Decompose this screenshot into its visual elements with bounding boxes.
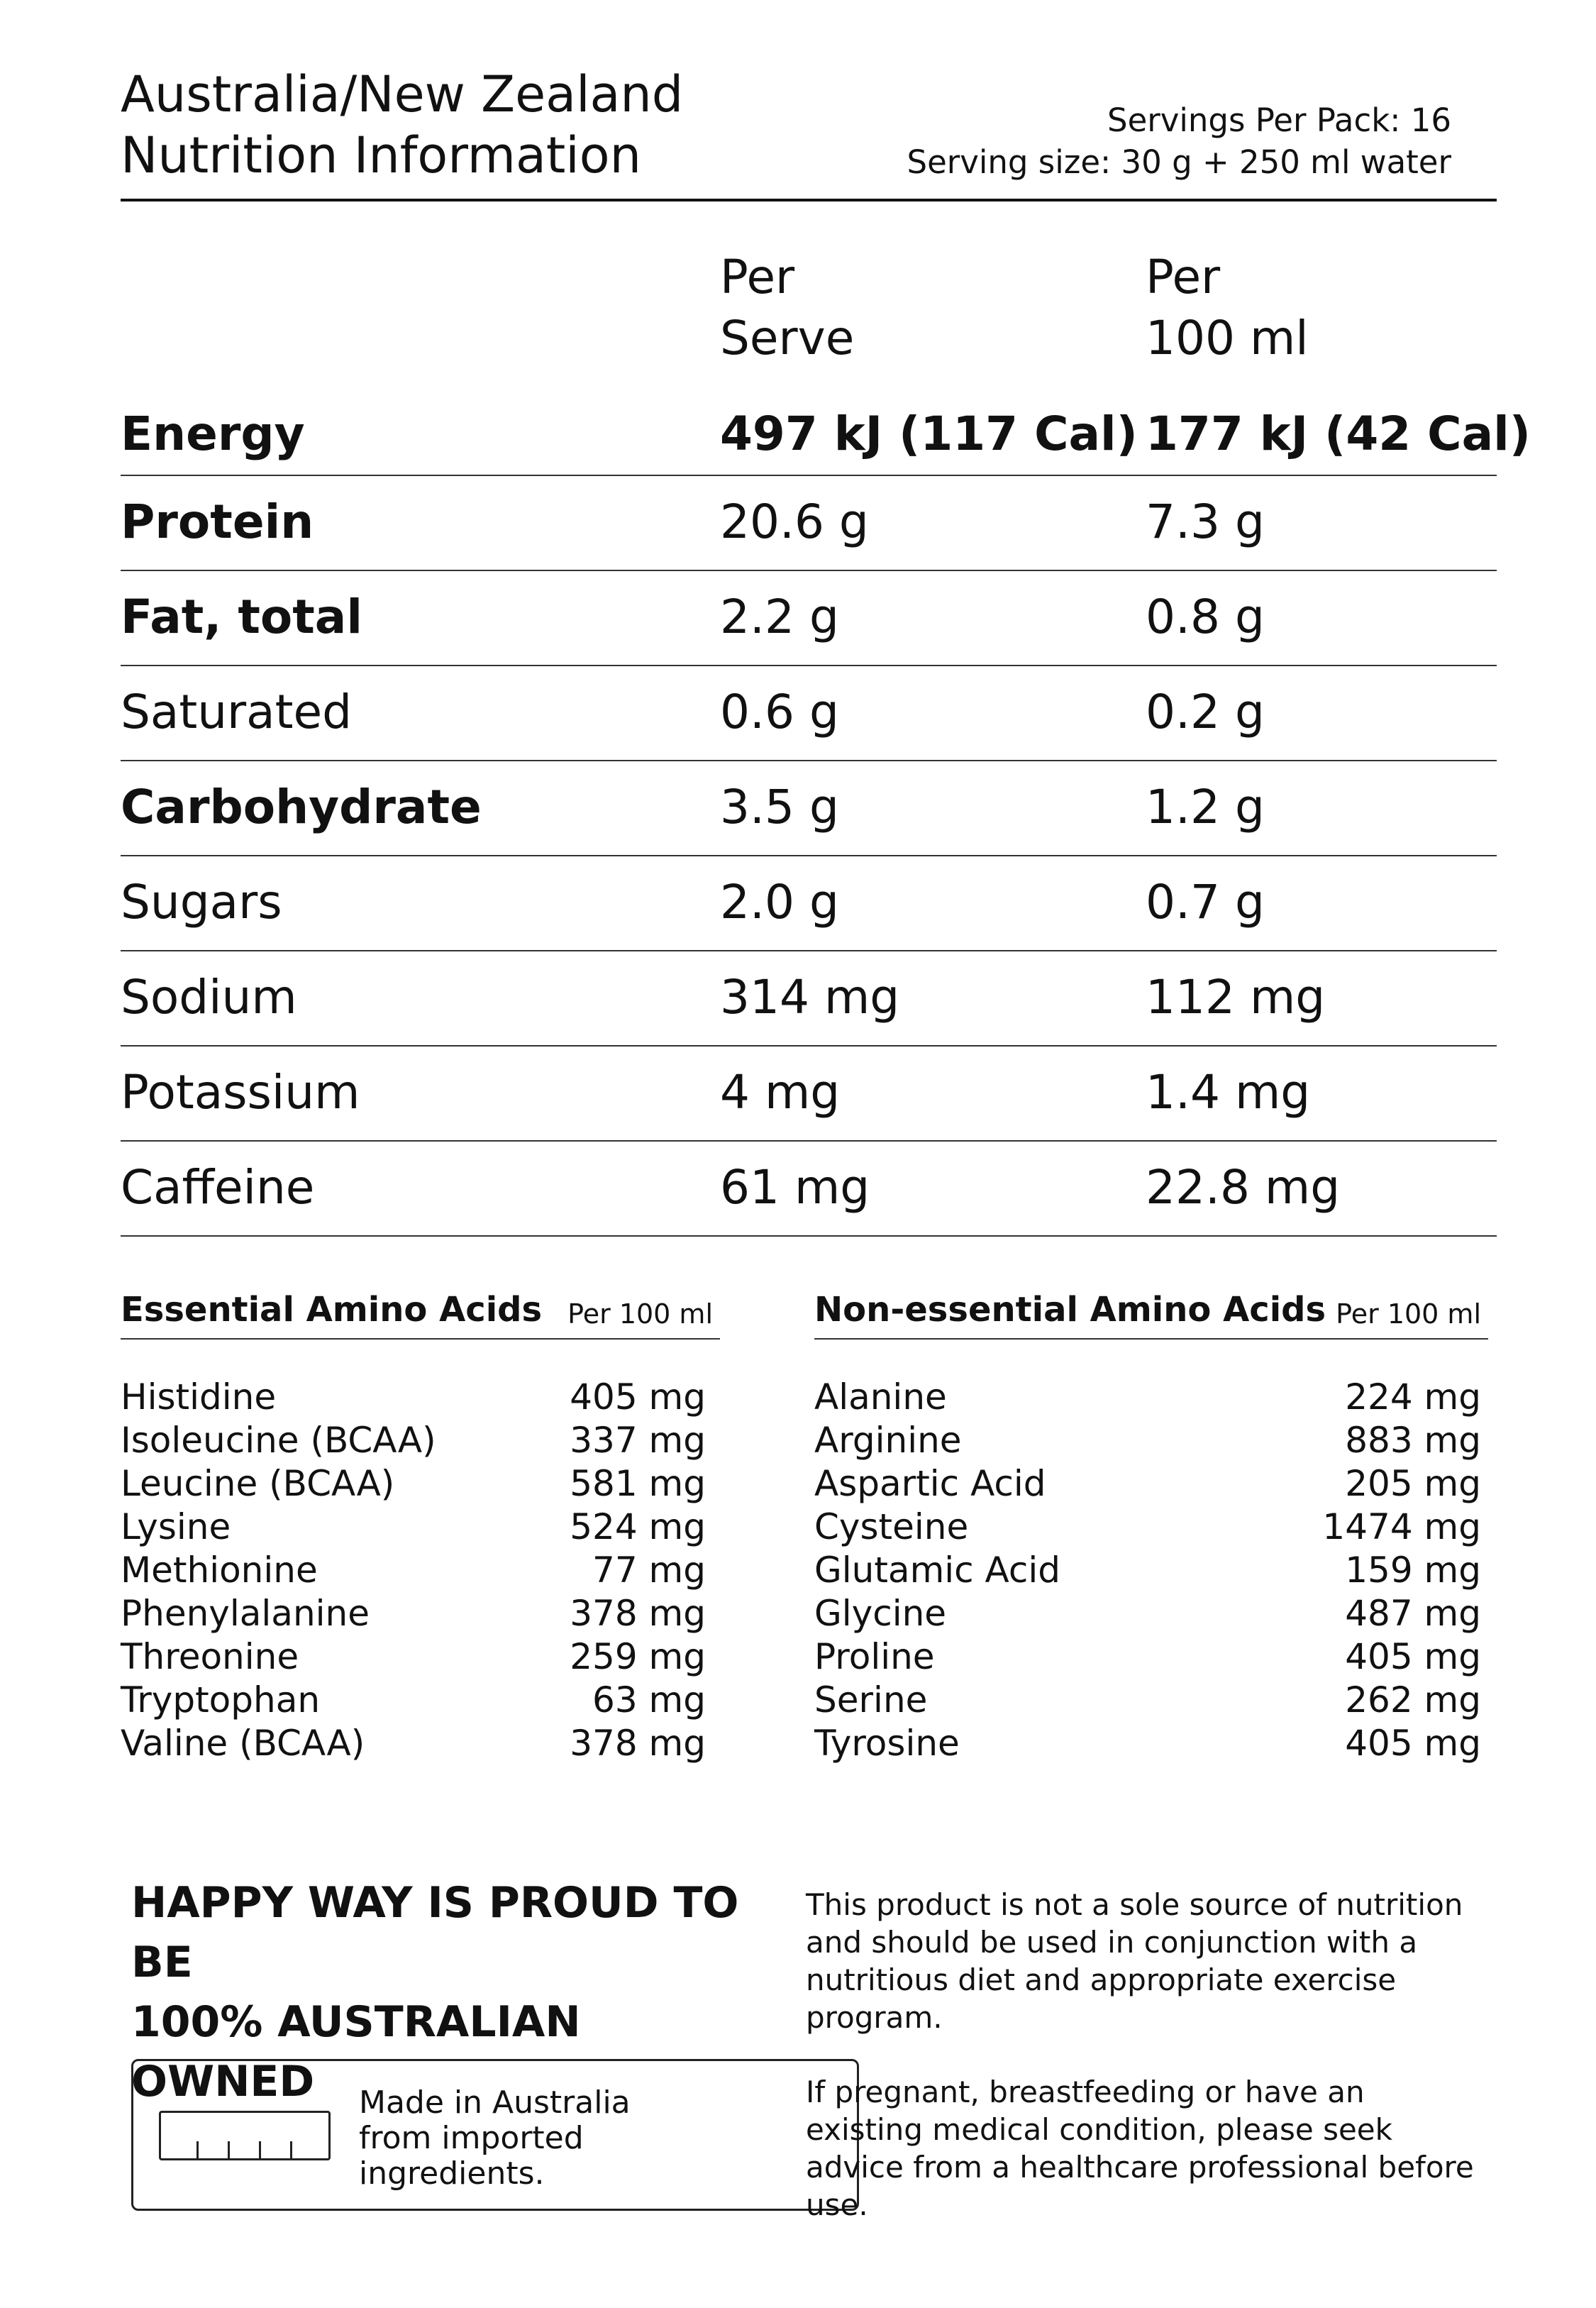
per-100ml-heading [1146,247,1309,369]
nonessential-amino-per-label: Per 100 ml [1336,1298,1481,1330]
nutrient-name: Energy [121,407,305,461]
list-item [121,1463,706,1506]
list-item [121,1723,706,1766]
list-item [814,1723,1481,1766]
per-serve-heading [720,247,854,369]
list-item [121,1506,706,1550]
amino-name: Proline [814,1636,935,1677]
nutrient-name: Sodium [121,970,297,1025]
disclaimer-medical: If pregnant, breastfeeding or have an existing medical condition, please seek advice from a healthcare professional before use. [806,2075,1474,2222]
nutrient-row-fat-total [121,570,1497,666]
per-serve-heading-line2: Serve [720,311,855,365]
amino-name: Arginine [814,1420,962,1461]
nutrient-row-protein [121,475,1497,571]
per-100ml-heading-line2: 100 ml [1146,311,1309,365]
nutrient-name: Protein [121,495,314,549]
title-line-1: Australia/New Zealand [121,65,684,123]
list-item [121,1679,706,1723]
list-item [121,1550,706,1593]
nonessential-amino-title: Non-essential Amino Acids [814,1290,1326,1330]
amino-name: Tyrosine [814,1723,960,1764]
ruler-tick [196,2141,199,2158]
list-item [814,1463,1481,1506]
nutrient-per-100ml: 0.8 g [1146,590,1265,644]
serving-info [907,99,1451,183]
amino-name: Isoleucine (BCAA) [121,1420,436,1461]
ruler-tick [259,2141,261,2158]
amino-value: 487 mg [1345,1593,1481,1634]
amino-value: 1474 mg [1322,1506,1481,1547]
amino-name: Serine [814,1679,928,1721]
amino-value: 159 mg [1345,1550,1481,1591]
title-line-2: Nutrition Information [121,126,641,184]
list-item [814,1636,1481,1679]
list-item [814,1376,1481,1420]
essential-amino-per-label: Per 100 ml [567,1298,713,1330]
amino-name: Threonine [121,1636,299,1677]
amino-value: 262 mg [1345,1679,1481,1721]
proud-line-1: HAPPY WAY IS PROUD TO BE [131,1878,739,1987]
nutrient-per-100ml: 1.4 mg [1146,1065,1311,1120]
amino-name: Phenylalanine [121,1593,370,1634]
nutrient-name: Sugars [121,875,282,929]
country-of-origin-label [131,2059,859,2211]
nonessential-amino-list [814,1376,1481,1766]
amino-value: 77 mg [592,1550,706,1591]
nutrient-per-serve: 3.5 g [720,780,839,834]
nutrient-name: Saturated [121,685,353,739]
amino-value: 883 mg [1345,1420,1481,1461]
amino-value: 581 mg [570,1463,706,1504]
nutrient-row-energy [121,380,1531,476]
nutrient-row-potassium [121,1045,1497,1142]
amino-name: Methionine [121,1550,318,1591]
nutrient-per-100ml: 22.8 mg [1146,1160,1341,1215]
amino-name: Leucine (BCAA) [121,1463,395,1504]
nutrient-per-serve: 2.2 g [720,590,839,644]
essential-amino-list [121,1376,706,1766]
amino-value: 405 mg [1345,1723,1481,1764]
amino-value: 259 mg [570,1636,706,1677]
nutrient-per-serve: 61 mg [720,1160,870,1215]
list-item [121,1420,706,1463]
list-item [121,1636,706,1679]
nutrient-row-saturated [121,665,1497,761]
list-item [814,1420,1481,1463]
nutrient-per-serve: 497 kJ (117 Cal) [720,407,1138,461]
list-item [121,1593,706,1636]
nutrient-name: Potassium [121,1065,360,1120]
amino-value: 337 mg [570,1420,706,1461]
amino-name: Glycine [814,1593,947,1634]
amino-value: 405 mg [1345,1636,1481,1677]
nutrient-per-100ml: 7.3 g [1146,495,1265,549]
servings-per-pack: Servings Per Pack: 16 [1107,101,1451,139]
ruler-tick [290,2141,292,2158]
amino-value: 205 mg [1345,1463,1481,1504]
amino-value: 378 mg [570,1593,706,1634]
amino-value: 224 mg [1345,1376,1481,1418]
list-item [121,1376,706,1420]
ruler-tick [228,2141,230,2158]
nonessential-amino-header [814,1290,1488,1340]
nutrient-row-sugars [121,855,1497,951]
amino-name: Histidine [121,1376,277,1418]
nutrient-per-100ml: 112 mg [1146,970,1326,1025]
list-item [814,1593,1481,1636]
nutrient-per-serve: 2.0 g [720,875,839,929]
amino-name: Tryptophan [121,1679,321,1721]
nutrient-per-serve: 20.6 g [720,495,869,549]
list-item [814,1679,1481,1723]
serving-size: Serving size: 30 g + 250 ml water [907,143,1451,181]
nutrient-per-100ml: 177 kJ (42 Cal) [1146,407,1531,461]
disclaimer-nutrition: This product is not a sole source of nutrition and should be used in conjunction with a nutritious diet and appropriate exercise program. [806,1887,1463,2035]
nutrient-name: Carbohydrate [121,780,482,834]
nutrient-row-sodium [121,950,1497,1047]
per-serve-heading-line1: Per [720,250,795,304]
amino-name: Aspartic Acid [814,1463,1046,1504]
nutrient-per-serve: 4 mg [720,1065,841,1120]
nutrient-per-100ml: 1.2 g [1146,780,1265,834]
nutrient-name: Fat, total [121,590,362,644]
amino-name: Glutamic Acid [814,1550,1060,1591]
amino-value: 378 mg [570,1723,706,1764]
header-divider [121,199,1497,201]
proud-line-2: 100% AUSTRALIAN OWNED [131,1997,581,2107]
nutrient-name: Caffeine [121,1160,315,1215]
amino-name: Valine (BCAA) [121,1723,365,1764]
nutrient-per-100ml: 0.7 g [1146,875,1265,929]
panel-title [121,64,683,186]
essential-amino-title: Essential Amino Acids [121,1290,543,1330]
amino-name: Cysteine [814,1506,969,1547]
origin-bar-graph-icon [159,2111,331,2160]
nutrient-per-serve: 314 mg [720,970,900,1025]
nutrient-per-serve: 0.6 g [720,685,839,739]
amino-value: 524 mg [570,1506,706,1547]
amino-value: 63 mg [592,1679,706,1721]
list-item [814,1550,1481,1593]
nutrient-per-100ml: 0.2 g [1146,685,1265,739]
essential-amino-header [121,1290,720,1340]
per-100ml-heading-line1: Per [1146,250,1221,304]
amino-name: Alanine [814,1376,947,1418]
nutrient-row-carbohydrate [121,760,1497,856]
amino-name: Lysine [121,1506,231,1547]
amino-value: 405 mg [570,1376,706,1418]
list-item [814,1506,1481,1550]
made-in-australia-text: Made in Australia from imported ingredients. [359,2085,631,2192]
disclaimer-notes [806,1886,1480,2260]
nutrient-row-caffeine [121,1140,1497,1237]
